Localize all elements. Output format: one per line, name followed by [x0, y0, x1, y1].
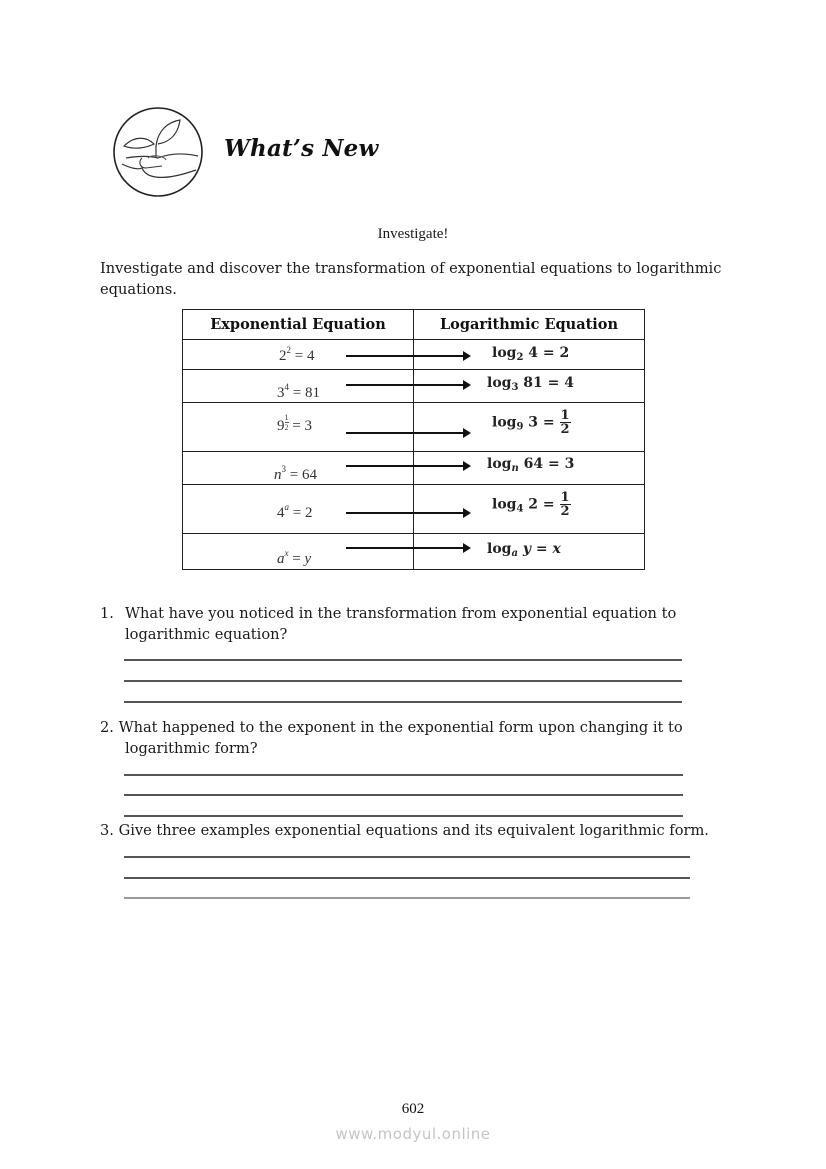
exponential-cell: [183, 452, 414, 485]
question-text-continued: logarithmic equation?: [125, 626, 288, 643]
answer-line[interactable]: [124, 794, 683, 796]
activity-subtitle: Investigate!: [377, 226, 449, 242]
logarithmic-equation: $\log_a y = x$: [487, 541, 561, 559]
answer-line[interactable]: [124, 856, 690, 858]
exponential-cell: [183, 370, 414, 403]
exponential-cell: [183, 534, 414, 570]
logarithmic-cell: [414, 534, 645, 570]
answer-line[interactable]: [124, 877, 690, 879]
header-logarithmic: Logarithmic Equation: [414, 310, 645, 340]
logarithmic-equation: $\log_4 2$ = $\frac{1}{2}$: [492, 490, 570, 519]
answer-line[interactable]: [124, 659, 682, 661]
fraction-value: $\frac{1}{2}$: [560, 490, 570, 519]
question-text: What happened to the exponent in the exponential form upon changing it to: [118, 719, 683, 736]
exponential-equation: $3^4 = 81$: [277, 382, 320, 401]
question-number: 3.: [100, 822, 114, 839]
table-row: [183, 452, 645, 485]
question-text: What have you noticed in the transformation from exponential equation to: [125, 605, 677, 622]
exponential-cell: [183, 340, 414, 370]
section-title: What’s New: [224, 135, 379, 162]
page-number: 602: [401, 1101, 425, 1117]
question-3: [100, 820, 740, 841]
hand-holding-seedling-icon: [112, 106, 204, 198]
exponential-equation: 4$^a$ = 2: [277, 502, 313, 521]
table-row: [183, 403, 645, 452]
table-row: [183, 340, 645, 370]
exponential-logarithmic-table: [182, 309, 645, 570]
exponential-cell: [183, 485, 414, 534]
fraction-exponent: $\frac{1}{2}$: [284, 413, 289, 432]
answer-line[interactable]: [124, 701, 682, 703]
logarithmic-cell: [414, 403, 645, 452]
exponential-cell: [183, 403, 414, 452]
exponential-equation: $n^3 = 64$: [274, 464, 317, 483]
logarithmic-equation: $\log_2 4 = 2$: [492, 345, 570, 363]
fraction-value: $\frac{1}{2}$: [560, 408, 570, 437]
exponential-equation: $2^2 = 4$: [279, 345, 315, 364]
question-text-continued: logarithmic form?: [125, 740, 258, 757]
question-number: 2.: [100, 719, 114, 736]
header-exponential: Exponential Equation: [183, 310, 414, 340]
answer-line[interactable]: [124, 774, 683, 776]
answer-line[interactable]: [124, 897, 690, 899]
logarithmic-cell: [414, 485, 645, 534]
answer-line[interactable]: [124, 815, 683, 817]
table-row: [183, 485, 645, 534]
question-2: [100, 717, 730, 759]
watermark: www.modyul.online: [335, 1125, 491, 1143]
question-number: 1.: [100, 605, 114, 622]
table-row: [183, 370, 645, 403]
logarithmic-equation: $\log_9 3$ = $\frac{1}{2}$: [492, 408, 570, 437]
table-header-row: [183, 310, 645, 340]
exponential-equation: $a^x = y$: [277, 548, 312, 567]
logarithmic-cell: [414, 340, 645, 370]
question-1: [100, 603, 730, 645]
question-text: Give three examples exponential equations and its equivalent logarithmic form.: [118, 822, 709, 839]
activity-instructions: Investigate and discover the transformation of exponential equations to logarithmic equations.: [100, 260, 722, 298]
logarithmic-cell: [414, 452, 645, 485]
logarithmic-equation: $\log_3 81 = 4$: [487, 375, 575, 393]
answer-line[interactable]: [124, 680, 682, 682]
exponential-equation: 9 $\frac{1}{2}$ = 3: [277, 413, 312, 434]
table-row: [183, 534, 645, 570]
logarithmic-cell: [414, 370, 645, 403]
logarithmic-equation: $\log_n 64 = 3$: [487, 456, 575, 474]
